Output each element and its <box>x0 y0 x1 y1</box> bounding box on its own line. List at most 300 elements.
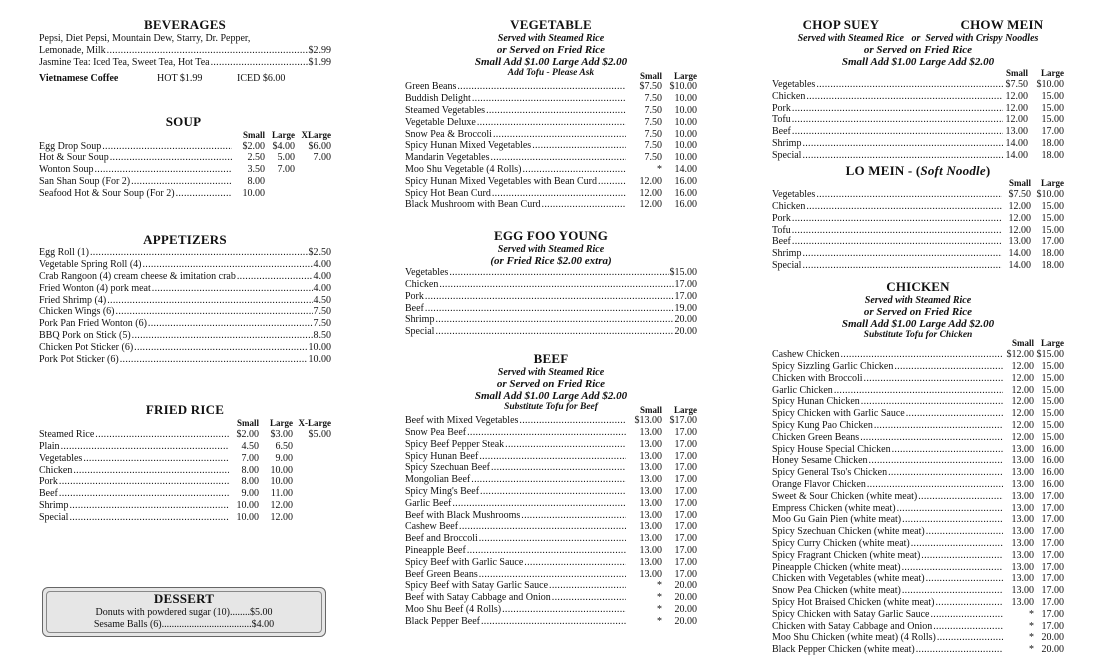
price-small: 8.00 <box>241 464 259 476</box>
dot-leader <box>90 247 308 259</box>
price-small: 12.00 <box>1008 224 1031 236</box>
price-large: 16.00 <box>674 187 697 199</box>
menu-item-row <box>772 150 1064 162</box>
dot-leader <box>532 140 626 152</box>
item-name: Crab Rangoon (4) cream cheese & imitation crab <box>39 271 236 283</box>
dot-leader <box>894 361 1003 373</box>
item-name: Chicken <box>39 464 73 476</box>
price-large: 20.00 <box>1041 632 1064 644</box>
item-name: Spicy Curry Chicken (white meat) <box>772 537 910 549</box>
price-small: 13.00 <box>1011 526 1034 538</box>
price-small: 13.00 <box>1011 537 1034 549</box>
price-small: 13.00 <box>1005 126 1028 138</box>
menu-item-row <box>772 609 1064 621</box>
dot-leader <box>131 176 232 188</box>
item-name: Spicy Ming's Beef <box>405 486 480 498</box>
item-name: Chicken <box>772 201 806 213</box>
dot-leader <box>472 93 626 105</box>
dot-leader <box>816 189 1002 201</box>
dot-leader <box>493 129 626 141</box>
dessert-item-name: Sesame Balls (6) <box>93 618 162 630</box>
coffee-iced-price: ICED $6.00 <box>237 73 286 85</box>
coffee-hot-price: HOT $1.99 <box>157 73 203 85</box>
item-name: BBQ Pork on Stick (5) <box>39 330 131 342</box>
appetizers-list <box>39 247 331 365</box>
item-name: Garlic Chicken <box>772 384 833 396</box>
beef-size-headers <box>405 405 697 416</box>
price-small: 13.00 <box>1011 490 1034 502</box>
item-name: Shrimp <box>772 137 802 149</box>
lo-mein-title <box>772 164 1064 179</box>
menu-item-row <box>772 213 1064 225</box>
item-price: 19.00 <box>674 302 697 314</box>
header-spacer <box>39 130 233 141</box>
item-name: Empress Chicken (white meat) <box>772 502 896 514</box>
dot-leader <box>921 550 1003 562</box>
item-name: Chicken Green Beans <box>772 431 860 443</box>
item-name: Shrimp <box>405 314 435 326</box>
menu-item-row <box>39 330 331 342</box>
egg-foo-young-extra-note: (or Fried Rice $2.00 extra) <box>490 255 612 268</box>
price-small: $2.00 <box>242 140 265 152</box>
dot-leader <box>519 415 626 427</box>
item-name: Spicy Sizzling Garlic Chicken <box>772 360 894 372</box>
price-large: 15.00 <box>1041 419 1064 431</box>
item-name: Chicken with Satay Cabbage and Onion <box>772 620 933 632</box>
chicken-section <box>772 280 1064 656</box>
item-name: Pork Pot Sticker (6) <box>39 353 119 365</box>
menu-item-row <box>772 491 1064 503</box>
dot-leader <box>435 326 673 338</box>
price-small: 13.00 <box>1011 455 1034 467</box>
price-large: 16.00 <box>674 175 697 187</box>
item-name: Mandarin Vegetables <box>405 152 490 164</box>
menu-item-row <box>405 462 697 474</box>
price-small: 13.00 <box>639 427 662 439</box>
dot-leader <box>107 45 308 57</box>
item-name: Shrimp <box>39 499 69 511</box>
price-large: 10.00 <box>270 464 293 476</box>
price-small: $2.00 <box>236 429 259 441</box>
dessert-item-price: $5.00 <box>249 606 273 618</box>
price-large: 15.00 <box>1041 102 1064 114</box>
dot-leader <box>425 303 674 315</box>
price-small: 13.00 <box>1011 561 1034 573</box>
menu-item-row <box>39 500 331 512</box>
menu-item-row <box>39 295 331 307</box>
price-large: 16.00 <box>1041 443 1064 455</box>
item-name: Beef <box>405 302 424 314</box>
dot-leader <box>861 396 1003 408</box>
price-large: 18.00 <box>1041 260 1064 272</box>
price-large: 17.00 <box>674 533 697 545</box>
size-header: Small <box>236 418 259 429</box>
item-name: Pineapple Beef <box>405 545 466 557</box>
price-large: 5.00 <box>277 152 295 164</box>
dot-leader <box>521 510 626 522</box>
vegetable-list <box>405 81 697 211</box>
menu-item-row <box>772 526 1064 538</box>
fried-rice-list <box>39 429 331 523</box>
menu-item-row <box>39 465 331 477</box>
menu-item-row <box>405 152 697 164</box>
chicken-list <box>772 349 1064 656</box>
item-name: Black Mushroom with Bean Curd <box>405 199 541 211</box>
item-name: Moo Shu Vegetable (4 Rolls) <box>405 163 522 175</box>
size-header: Small <box>1005 68 1028 79</box>
dot-leader <box>802 248 1002 260</box>
price-large: 7.00 <box>277 164 295 176</box>
price-large: 17.00 <box>1041 502 1064 514</box>
price-large: 17.00 <box>1041 537 1064 549</box>
item-name: Pork <box>772 102 791 114</box>
chicken-served-note: Served with Steamed Rice <box>864 294 972 306</box>
item-price: 17.00 <box>674 278 697 290</box>
item-name: Moo Shu Chicken (white meat) (4 Rolls) <box>772 632 936 644</box>
item-name: Pork <box>405 290 424 302</box>
item-name: Tofu <box>772 224 791 236</box>
menu-item-row <box>772 385 1064 397</box>
item-name: Spicy Fragrant Chicken (white meat) <box>772 549 921 561</box>
item-name: San Shan Soup (For 2) <box>39 175 131 187</box>
menu-item-row <box>405 427 697 439</box>
price-large: 10.00 <box>674 104 697 116</box>
dot-leader <box>132 330 313 342</box>
menu-item-row <box>772 538 1064 550</box>
dot-leader <box>926 573 1003 585</box>
dot-leader <box>502 604 626 616</box>
menu-item-row <box>405 81 697 93</box>
beef-title: BEEF <box>533 350 569 366</box>
price-small: 13.00 <box>639 438 662 450</box>
price-large: 17.00 <box>1041 126 1064 138</box>
price-large: 20.00 <box>1041 644 1064 656</box>
price-small: 12.00 <box>639 175 662 187</box>
menu-item-row <box>405 129 697 141</box>
dessert-item-row <box>43 619 325 631</box>
price-large: 15.00 <box>1041 408 1064 420</box>
price-large: 15.00 <box>1041 114 1064 126</box>
price-small: 12.00 <box>1005 90 1028 102</box>
dot-leader <box>435 314 673 326</box>
menu-item-row <box>405 303 697 315</box>
menu-item-row <box>772 573 1064 585</box>
lo-mein-title-main: LO MEIN - ( <box>845 162 921 178</box>
menu-item-row <box>39 45 331 57</box>
price-small: 10.00 <box>236 511 259 523</box>
price-large: 17.00 <box>674 438 697 450</box>
price-small: 12.00 <box>1011 431 1034 443</box>
price-large: $15.00 <box>1036 349 1064 361</box>
lo-mein-title-soft-noodle: Soft Noodle <box>920 162 986 178</box>
price-small: 10.00 <box>242 187 265 199</box>
price-small: 13.00 <box>639 545 662 557</box>
menu-item-row <box>772 632 1064 644</box>
dessert-title: DESSERT <box>153 591 215 606</box>
item-price: 4.00 <box>313 271 331 283</box>
dessert-item-name: Donuts with powdered sugar (10) <box>95 606 230 618</box>
price-small: $12.00 <box>1006 349 1034 361</box>
item-name: Green Beans <box>405 81 457 93</box>
price-large: 18.00 <box>1041 149 1064 161</box>
dot-leader <box>116 306 313 318</box>
dot-leader <box>102 141 232 153</box>
item-price: 7.50 <box>313 306 331 318</box>
item-name: Egg Roll (1) <box>39 247 89 259</box>
item-name: Beef <box>772 126 791 138</box>
item-name: Cashew Beef <box>405 521 459 533</box>
menu-item-row <box>772 373 1064 385</box>
lo-mein-list <box>772 189 1064 272</box>
menu-item-row <box>405 616 697 628</box>
menu-item-row <box>405 521 697 533</box>
beef-section <box>405 352 697 628</box>
size-header: XLarge <box>301 129 331 140</box>
beverages-list <box>39 45 331 69</box>
header-spacer <box>39 418 230 429</box>
item-name: Shrimp <box>772 248 802 260</box>
menu-item-row <box>405 188 697 200</box>
dot-leader <box>120 354 308 366</box>
item-name: Spicy Beef Pepper Steak <box>405 438 505 450</box>
dot-leader <box>148 318 313 330</box>
menu-item-row <box>772 248 1064 260</box>
price-large: 15.00 <box>1041 212 1064 224</box>
item-name: Chicken Pot Sticker (6) <box>39 341 134 353</box>
beef-fried-note: or Served on Fried Rice <box>496 377 606 390</box>
item-name: Spicy Chicken with Satay Garlic Sauce <box>772 608 930 620</box>
price-large: 17.00 <box>1041 549 1064 561</box>
price-large: 17.00 <box>674 486 697 498</box>
dot-leader <box>802 150 1003 162</box>
price-large: 15.00 <box>1041 90 1064 102</box>
header-spacer <box>772 68 1004 79</box>
menu-item-row <box>405 533 697 545</box>
lo-mein-size-headers <box>772 178 1064 189</box>
item-name: Pineapple Chicken (white meat) <box>772 561 901 573</box>
menu-item-row <box>405 176 697 188</box>
dot-leader <box>61 441 229 453</box>
chicken-fried-note: or Served on Fried Rice <box>863 305 973 318</box>
menu-item-row <box>405 592 697 604</box>
price-small: 13.00 <box>1011 502 1034 514</box>
lo-mein-section <box>772 164 1064 272</box>
price-large: 17.00 <box>674 509 697 521</box>
price-large: 16.00 <box>1041 467 1064 479</box>
price-large: 17.00 <box>1041 573 1064 585</box>
item-name: Special <box>772 149 802 161</box>
dot-leader <box>479 569 626 581</box>
item-name: Spicy Szechuan Beef <box>405 462 490 474</box>
dot-leader <box>867 479 1003 491</box>
chop-suey-title: CHOP SUEY <box>802 17 880 32</box>
menu-item-row <box>772 644 1064 656</box>
item-name: Spicy Chicken with Garlic Sauce <box>772 408 905 420</box>
price-small: 14.00 <box>1008 260 1031 272</box>
price-small: 13.00 <box>1011 573 1034 585</box>
dot-leader <box>486 105 626 117</box>
price-small: 7.50 <box>644 93 662 105</box>
menu-item-row <box>405 140 697 152</box>
menu-item-row <box>405 486 697 498</box>
menu-item-row <box>772 114 1064 126</box>
price-large: 11.00 <box>270 488 293 500</box>
price-large: 9.00 <box>275 452 293 464</box>
price-small: 12.00 <box>1011 360 1034 372</box>
price-large: 15.00 <box>1041 384 1064 396</box>
dot-leader <box>176 188 232 200</box>
dot-leader <box>935 597 1003 609</box>
dot-leader <box>95 429 229 441</box>
dot-leader: .................................... <box>161 618 252 630</box>
item-name: Spicy Hunan Mixed Vegetables <box>405 140 532 152</box>
dot-leader <box>69 512 229 524</box>
item-name: Egg Drop Soup <box>39 140 102 152</box>
price-small: * <box>657 604 662 616</box>
price-small: 13.00 <box>639 509 662 521</box>
price-small: 13.00 <box>639 474 662 486</box>
menu-item-row <box>772 103 1064 115</box>
egg-foo-young-title: EGG FOO YOUNG <box>493 228 609 244</box>
dot-leader <box>806 91 1003 103</box>
dot-leader <box>457 81 626 93</box>
price-small: 13.00 <box>1011 596 1034 608</box>
menu-item-row <box>39 247 331 259</box>
price-large: 17.00 <box>1041 236 1064 248</box>
dot-leader <box>792 126 1003 138</box>
chicken-size-headers <box>772 338 1064 349</box>
size-header: Large <box>1041 178 1064 189</box>
menu-column-middle <box>405 18 697 628</box>
menu-item-row <box>405 439 697 451</box>
price-large: 20.00 <box>674 592 697 604</box>
price-small: * <box>657 592 662 604</box>
item-name: Spicy Hot Bean Curd <box>405 187 491 199</box>
dessert-box <box>42 587 326 637</box>
price-large: 16.00 <box>1041 478 1064 490</box>
menu-item-row <box>405 569 697 581</box>
menu-item-row <box>772 455 1064 467</box>
egg-foo-young-list <box>405 267 697 338</box>
dot-leader <box>864 373 1003 385</box>
price-large: 20.00 <box>674 604 697 616</box>
item-name: Beef Green Beans <box>405 568 478 580</box>
price-small: 12.00 <box>1008 212 1031 224</box>
chicken-title: CHICKEN <box>886 278 950 294</box>
vegetable-section <box>405 18 697 211</box>
menu-item-row <box>39 488 331 500</box>
chop-suey-fried-note: or Served on Fried Rice <box>863 43 973 56</box>
price-large: 20.00 <box>674 615 697 627</box>
dot-leader <box>471 474 626 486</box>
header-spacer <box>405 71 627 82</box>
header-spacer <box>772 338 1004 349</box>
price-small: 12.00 <box>1005 114 1028 126</box>
menu-item-row <box>39 342 331 354</box>
price-small: 14.00 <box>1005 149 1028 161</box>
menu-column-left <box>39 18 331 524</box>
price-large: 18.00 <box>1041 248 1064 260</box>
item-name: Special <box>39 511 69 523</box>
coffee-name: Vietnamese Coffee <box>39 73 119 85</box>
price-large: 17.00 <box>674 556 697 568</box>
dot-leader <box>439 279 673 291</box>
price-small: 12.00 <box>639 199 662 211</box>
vegetable-tofu-note: Add Tofu - Please Ask <box>507 68 595 79</box>
menu-item-row <box>772 201 1064 213</box>
price-small: 8.00 <box>247 175 265 187</box>
soup-section <box>39 115 331 200</box>
size-header: X-Large <box>298 418 331 429</box>
menu-item-row <box>772 138 1064 150</box>
item-price: $15.00 <box>669 267 697 279</box>
menu-item-row <box>39 141 331 153</box>
vegetable-size-headers <box>405 71 697 82</box>
dot-leader <box>549 580 626 592</box>
price-large: 17.00 <box>674 462 697 474</box>
dot-leader <box>902 514 1003 526</box>
item-price: 4.00 <box>313 259 331 271</box>
price-large: $10.00 <box>1036 189 1064 201</box>
vegetable-fried-note: or Served on Fried Rice <box>496 43 606 56</box>
price-small: 7.00 <box>241 452 259 464</box>
menu-item-row <box>405 279 697 291</box>
item-name: Spicy House Special Chicken <box>772 443 891 455</box>
chicken-tofu-note: Substitute Tofu for Chicken <box>863 329 973 340</box>
menu-item-row <box>405 117 697 129</box>
item-name: Chicken with Vegetables (white meat) <box>772 573 925 585</box>
dot-leader <box>491 152 626 164</box>
price-small: 13.00 <box>639 486 662 498</box>
price-small: $7.50 <box>639 81 662 93</box>
egg-foo-young-section <box>405 229 697 338</box>
price-large: 15.00 <box>1041 224 1064 236</box>
menu-item-row <box>405 93 697 105</box>
item-name: Sweet & Sour Chicken (white meat) <box>772 490 918 502</box>
menu-item-row <box>772 225 1064 237</box>
item-price: $1.99 <box>308 56 331 68</box>
price-small: * <box>1029 620 1034 632</box>
menu-item-row <box>405 267 697 279</box>
item-name: Mongolian Beef <box>405 474 471 486</box>
price-small: * <box>657 615 662 627</box>
menu-item-row <box>405 105 697 117</box>
price-large: 17.00 <box>674 568 697 580</box>
menu-item-row <box>405 326 697 338</box>
dot-leader <box>552 592 626 604</box>
item-price: 10.00 <box>308 353 331 365</box>
item-name: Special <box>405 326 435 338</box>
item-name: Moo Shu Beef (4 Rolls) <box>405 604 502 616</box>
item-price: 4.50 <box>313 294 331 306</box>
price-small: 13.00 <box>639 497 662 509</box>
price-small: 13.00 <box>639 462 662 474</box>
menu-item-row <box>405 510 697 522</box>
price-large: 17.00 <box>1041 561 1064 573</box>
menu-item-row <box>405 451 697 463</box>
menu-item-row <box>405 580 697 592</box>
price-large: 17.00 <box>674 427 697 439</box>
appetizers-section <box>39 233 331 366</box>
price-large: 14.00 <box>674 163 697 175</box>
item-name: Spicy Hunan Beef <box>405 450 479 462</box>
fried-rice-size-headers <box>39 418 331 429</box>
item-name: Fried Shrimp (4) <box>39 294 107 306</box>
vegetable-title: VEGETABLE <box>510 17 592 32</box>
price-large: 10.00 <box>674 116 697 128</box>
price-small: * <box>1029 644 1034 656</box>
price-small: 12.00 <box>1011 419 1034 431</box>
